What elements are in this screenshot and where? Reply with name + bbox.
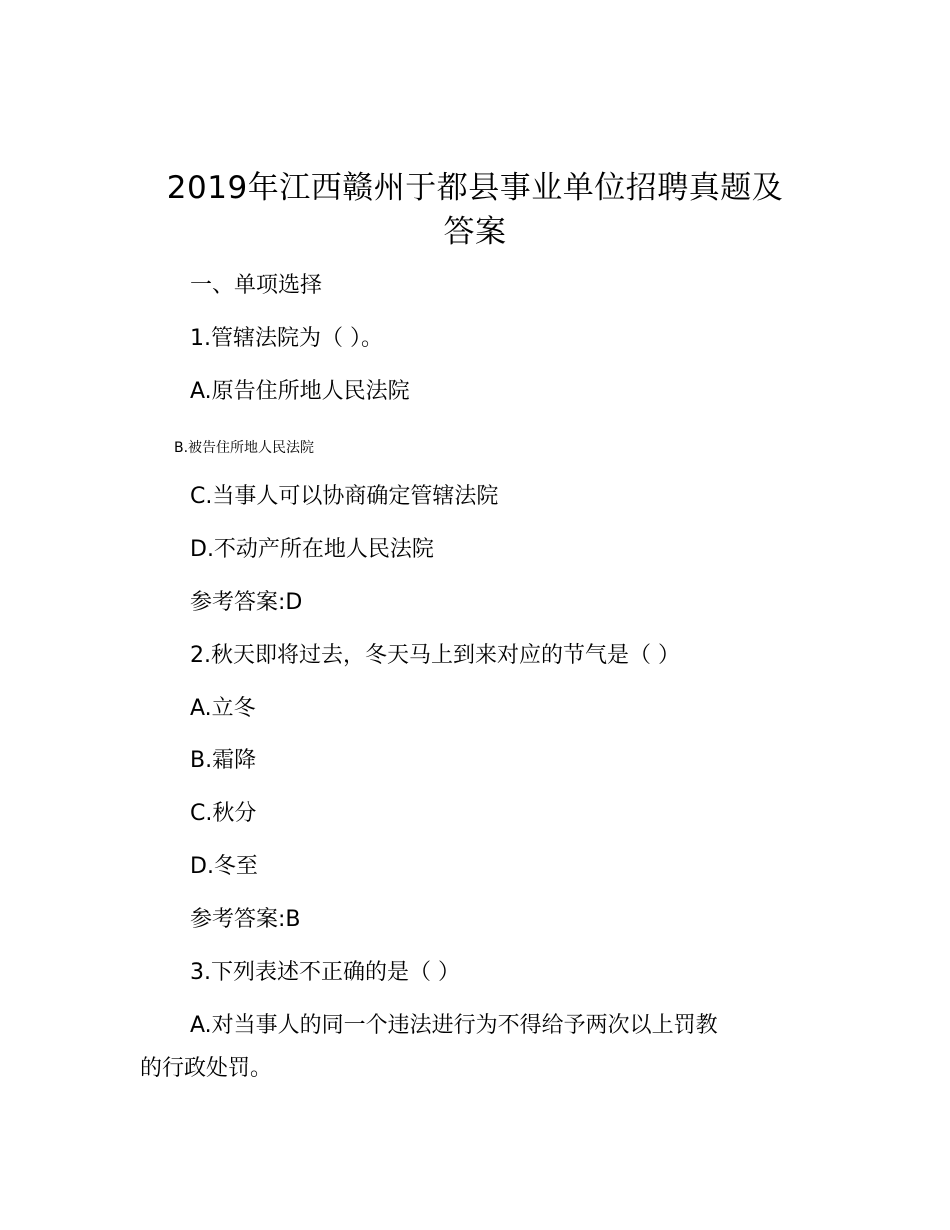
question-1-option-d: D.不动产所在地人民法院 <box>190 537 434 562</box>
question-2-option-d: D.冬至 <box>190 854 258 879</box>
question-2-option-a: A.立冬 <box>190 696 256 721</box>
document-title: 2019年江西赣州于都县事业单位招聘真题及 <box>166 170 784 206</box>
question-1-option-a: A.原告住所地人民法院 <box>190 379 410 404</box>
question-2-option-c: C.秋分 <box>190 801 257 826</box>
document-title-continued: 答案 <box>443 214 507 250</box>
question-2-answer: 参考答案:B <box>190 907 301 932</box>
question-3-stem: 3.下列表述不正确的是（ ） <box>190 960 460 985</box>
question-1-answer: 参考答案:D <box>190 590 303 615</box>
question-2-option-b: B.霜降 <box>190 748 257 773</box>
question-3-option-a-continued: 的行政处罚。 <box>140 1056 273 1081</box>
question-1-option-c: C.当事人可以协商确定管辖法院 <box>190 484 499 509</box>
question-1-stem: 1.管辖法院为（ ）。 <box>190 326 383 351</box>
section-heading: 一、单项选择 <box>190 273 323 298</box>
question-1-option-b: B.被告住所地人民法院 <box>174 440 315 456</box>
question-3-option-a: A.对当事人的同一个违法进行为不得给予两次以上罚教 <box>190 1013 718 1038</box>
question-2-stem: 2.秋天即将过去，冬天马上到来对应的节气是（ ） <box>190 643 680 668</box>
